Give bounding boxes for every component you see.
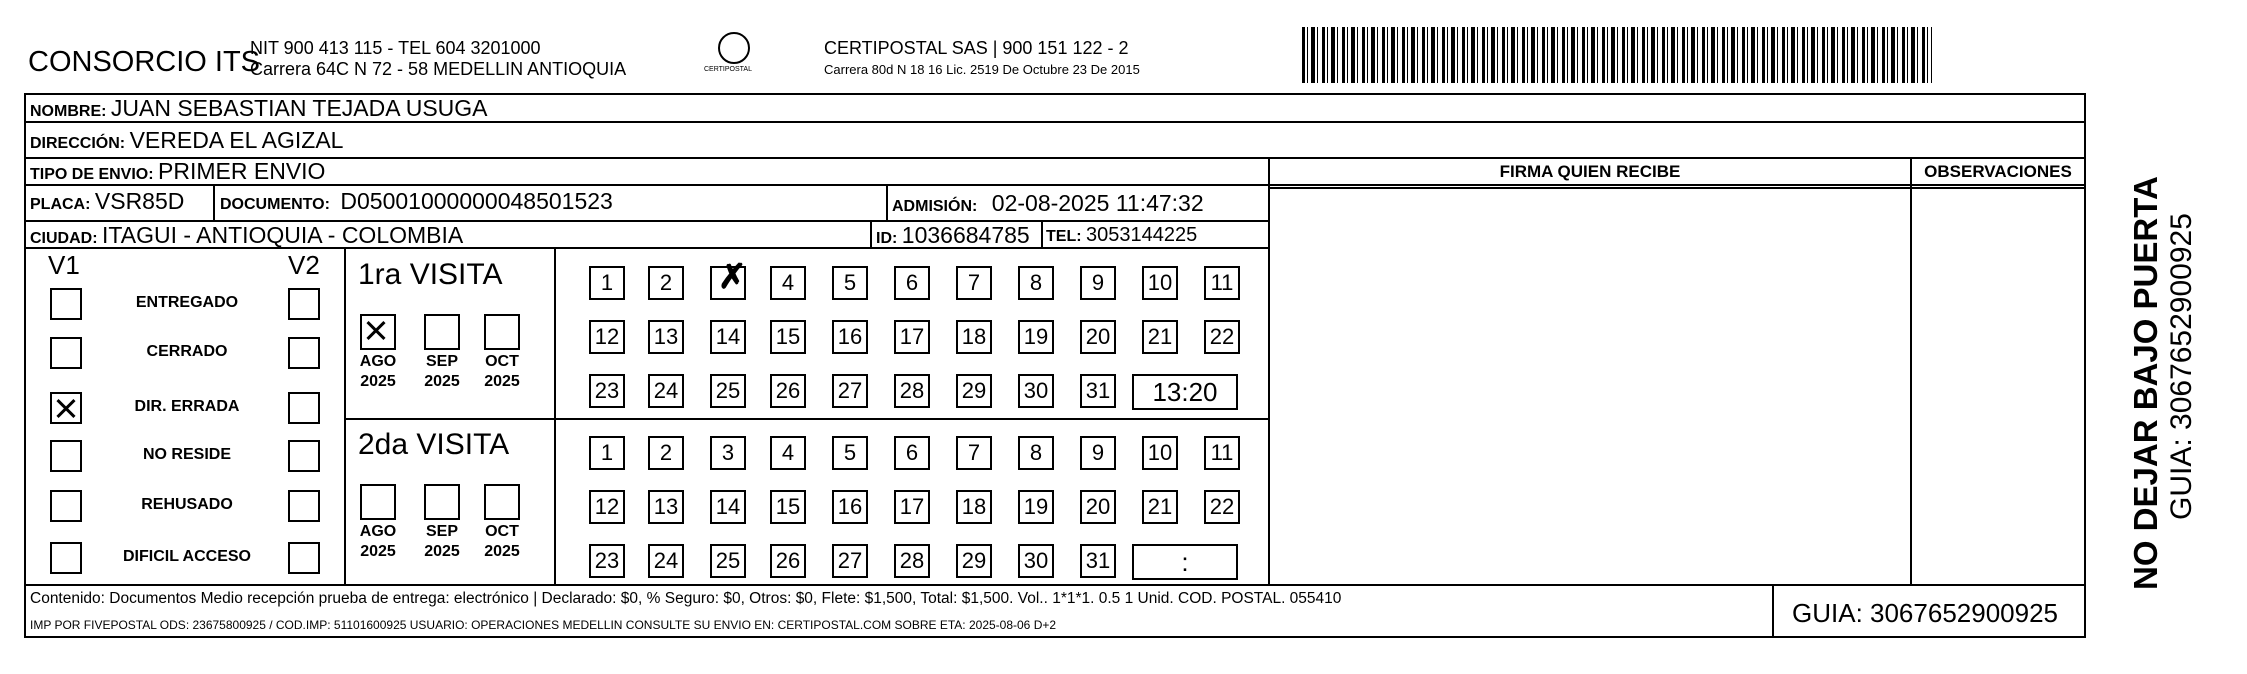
admission-date: 02-08-2025 11:47:32 bbox=[991, 190, 1204, 216]
status-option-label: DIR. ERRADA bbox=[134, 398, 240, 415]
month-name: OCT bbox=[485, 523, 519, 540]
day-box[interactable]: 14 bbox=[710, 320, 746, 354]
day-box[interactable]: 1 bbox=[589, 266, 625, 300]
v1-checkbox[interactable] bbox=[50, 392, 82, 424]
footer-guia: GUIA: 3067652900925 bbox=[1792, 598, 2058, 628]
city-label: CIUDAD: bbox=[30, 230, 98, 247]
day-box[interactable]: 24 bbox=[648, 374, 684, 408]
month-label bbox=[417, 352, 467, 392]
month-year: 2025 bbox=[360, 543, 396, 560]
company-info bbox=[250, 38, 626, 80]
month-checkbox[interactable] bbox=[360, 314, 396, 350]
logo-text: CERTIPOSTAL bbox=[704, 66, 752, 73]
day-box[interactable]: 23 bbox=[589, 374, 625, 408]
day-box[interactable]: 10 bbox=[1142, 436, 1178, 470]
day-box[interactable]: 23 bbox=[589, 544, 625, 578]
day-box[interactable]: 28 bbox=[894, 544, 930, 578]
day-box[interactable]: 26 bbox=[770, 374, 806, 408]
observations-area[interactable] bbox=[1914, 190, 2082, 582]
send-type: PRIMER ENVIO bbox=[158, 158, 326, 184]
day-box[interactable]: 7 bbox=[956, 266, 992, 300]
month-year: 2025 bbox=[484, 373, 520, 390]
day-box[interactable]: 19 bbox=[1018, 320, 1054, 354]
city-row bbox=[30, 222, 463, 249]
day-box[interactable]: 16 bbox=[832, 320, 868, 354]
month-label bbox=[353, 352, 403, 392]
name-label: NOMBRE: bbox=[30, 103, 107, 120]
day-box[interactable]: 8 bbox=[1018, 266, 1054, 300]
send-type-label: TIPO DE ENVIO: bbox=[30, 166, 154, 183]
month-checkbox[interactable] bbox=[424, 484, 460, 520]
month-year: 2025 bbox=[424, 373, 460, 390]
courier-name: CERTIPOSTAL SAS | 900 151 122 - 2 bbox=[824, 38, 1129, 58]
barcode bbox=[1302, 27, 1932, 83]
status-option-label: ENTREGADO bbox=[135, 294, 239, 311]
v1-checkbox[interactable] bbox=[50, 440, 82, 472]
month-year: 2025 bbox=[484, 543, 520, 560]
v1-checkbox[interactable] bbox=[50, 542, 82, 574]
visit-title: 2da VISITA bbox=[358, 428, 510, 461]
v2-checkbox[interactable] bbox=[288, 440, 320, 472]
month-name: AGO bbox=[359, 353, 397, 370]
company-nit: NIT 900 413 115 - TEL 604 3201000 bbox=[250, 38, 541, 58]
day-box[interactable]: 21 bbox=[1142, 490, 1178, 524]
plate: VSR85D bbox=[94, 188, 185, 214]
day-box[interactable]: 9 bbox=[1080, 436, 1116, 470]
day-box[interactable]: 26 bbox=[770, 544, 806, 578]
side-warning: NO DEJAR BAJO PUERTA bbox=[2127, 176, 2164, 590]
day-box[interactable]: 12 bbox=[589, 490, 625, 524]
time-box[interactable]: : bbox=[1132, 544, 1238, 580]
address-row bbox=[30, 127, 343, 154]
month-year: 2025 bbox=[360, 373, 396, 390]
day-box[interactable]: 31 bbox=[1080, 374, 1116, 408]
v2-checkbox[interactable] bbox=[288, 490, 320, 522]
v1-checkbox[interactable] bbox=[50, 288, 82, 320]
day-box[interactable]: 2 bbox=[648, 266, 684, 300]
month-name: SEP bbox=[425, 523, 458, 540]
day-box[interactable]: 17 bbox=[894, 320, 930, 354]
day-box[interactable]: 2 bbox=[648, 436, 684, 470]
day-box[interactable]: 21 bbox=[1142, 320, 1178, 354]
month-checkbox[interactable] bbox=[424, 314, 460, 350]
day-box[interactable]: 14 bbox=[710, 490, 746, 524]
month-name: OCT bbox=[485, 353, 519, 370]
day-box[interactable]: 13 bbox=[648, 320, 684, 354]
month-checkbox[interactable] bbox=[484, 314, 520, 350]
day-box[interactable]: 18 bbox=[956, 490, 992, 524]
day-box[interactable]: 25 bbox=[710, 544, 746, 578]
status-option-label: REHUSADO bbox=[141, 496, 233, 513]
plate-row bbox=[30, 188, 184, 215]
certipostal-logo-icon bbox=[718, 32, 750, 64]
day-box[interactable]: 12 bbox=[589, 320, 625, 354]
plate-label: PLACA: bbox=[30, 196, 91, 213]
tel-number: 3053144225 bbox=[1086, 224, 1198, 246]
day-box[interactable]: 4 bbox=[770, 436, 806, 470]
v1-checkbox[interactable] bbox=[50, 337, 82, 369]
footer-content: Contenido: Documentos Medio recepción prueba de entrega: electrónico | Declarado: $0, % Seguro: $0, Otros: $0, Flete: $1,500, Total: $1,500. Vol.. 1*1*1. 0.5 1 Unid. COD. POSTAL. 055410 bbox=[30, 590, 1342, 607]
id-row bbox=[876, 222, 1030, 249]
day-box[interactable]: 5 bbox=[832, 436, 868, 470]
day-box[interactable]: 9 bbox=[1080, 266, 1116, 300]
month-checkbox[interactable] bbox=[360, 484, 396, 520]
day-box[interactable]: 16 bbox=[832, 490, 868, 524]
recipient-address: VEREDA EL AGIZAL bbox=[129, 127, 344, 153]
v1-checkbox[interactable] bbox=[50, 490, 82, 522]
status-option-label: DIFICIL ACCESO bbox=[122, 548, 251, 565]
day-box[interactable]: 28 bbox=[894, 374, 930, 408]
day-box[interactable]: 3 bbox=[710, 436, 746, 470]
day-box[interactable]: 22 bbox=[1204, 320, 1240, 354]
document-row bbox=[220, 188, 613, 215]
time-box[interactable]: 13:20 bbox=[1132, 374, 1238, 410]
day-box[interactable]: 6 bbox=[894, 266, 930, 300]
courier-address: Carrera 80d N 18 16 Lic. 2519 De Octubre 23 De 2015 bbox=[824, 62, 1140, 77]
month-year: 2025 bbox=[424, 543, 460, 560]
day-box[interactable]: 30 bbox=[1018, 374, 1054, 408]
day-box[interactable]: 15 bbox=[770, 320, 806, 354]
observations-header: OBSERVACIONES bbox=[1924, 162, 2072, 181]
id-number: 1036684785 bbox=[901, 222, 1030, 248]
day-box[interactable]: 30 bbox=[1018, 544, 1054, 578]
status-option-label: CERRADO bbox=[146, 343, 228, 360]
day-box[interactable]: 6 bbox=[894, 436, 930, 470]
day-box[interactable]: 1 bbox=[589, 436, 625, 470]
v2-checkbox[interactable] bbox=[288, 288, 320, 320]
admission-row bbox=[892, 190, 1204, 217]
day-box[interactable]: 11 bbox=[1204, 436, 1240, 470]
v2-header: V2 bbox=[288, 250, 320, 280]
send-type-row bbox=[30, 158, 325, 185]
recipient-name: JUAN SEBASTIAN TEJADA USUGA bbox=[110, 95, 488, 121]
side-guia: GUIA: 3067652900925 bbox=[2165, 213, 2198, 520]
address-label: DIRECCIÓN: bbox=[30, 135, 126, 152]
v2-checkbox[interactable] bbox=[288, 337, 320, 369]
month-label bbox=[353, 522, 403, 562]
signature-area[interactable] bbox=[1272, 190, 1908, 582]
day-box[interactable]: 4 bbox=[770, 266, 806, 300]
month-label bbox=[417, 522, 467, 562]
status-option-label: NO RESIDE bbox=[142, 446, 231, 463]
day-box[interactable]: 5 bbox=[832, 266, 868, 300]
name-row bbox=[30, 95, 488, 122]
day-box[interactable]: 17 bbox=[894, 490, 930, 524]
month-checkbox[interactable] bbox=[484, 484, 520, 520]
day-box[interactable]: 13 bbox=[648, 490, 684, 524]
company-name: CONSORCIO ITS bbox=[28, 46, 261, 78]
day-box[interactable]: 31 bbox=[1080, 544, 1116, 578]
day-box[interactable] bbox=[710, 266, 746, 300]
id-label: ID: bbox=[876, 230, 898, 247]
day-box[interactable]: 8 bbox=[1018, 436, 1054, 470]
month-name: AGO bbox=[359, 523, 397, 540]
document-number: D05001000000048501523 bbox=[340, 188, 613, 214]
day-box[interactable]: 7 bbox=[956, 436, 992, 470]
day-box[interactable]: 15 bbox=[770, 490, 806, 524]
visit-title: 1ra VISITA bbox=[358, 258, 503, 291]
day-box[interactable]: 27 bbox=[832, 544, 868, 578]
v1-header: V1 bbox=[48, 250, 80, 280]
courier-info bbox=[824, 38, 1140, 80]
signature-header: FIRMA QUIEN RECIBE bbox=[1499, 162, 1681, 181]
day-box[interactable]: 29 bbox=[956, 374, 992, 408]
day-box[interactable]: 20 bbox=[1080, 490, 1116, 524]
v2-checkbox[interactable] bbox=[288, 542, 320, 574]
day-box[interactable]: 22 bbox=[1204, 490, 1240, 524]
day-box[interactable]: 24 bbox=[648, 544, 684, 578]
tel-label: TEL: bbox=[1046, 228, 1082, 245]
day-box[interactable]: 20 bbox=[1080, 320, 1116, 354]
day-box[interactable]: 18 bbox=[956, 320, 992, 354]
day-box[interactable]: 29 bbox=[956, 544, 992, 578]
footer-print-info: IMP POR FIVEPOSTAL ODS: 23675800925 / COD.IMP: 51101600925 USUARIO: OPERACIONES MEDELLIN CONSULTE SU ENVIO EN: CERTIPOSTAL.COM SOBRE ETA: 2025-08-06 D+2 bbox=[30, 618, 1057, 632]
day-box[interactable]: 10 bbox=[1142, 266, 1178, 300]
day-box[interactable]: 11 bbox=[1204, 266, 1240, 300]
day-box[interactable]: 27 bbox=[832, 374, 868, 408]
month-label bbox=[477, 352, 527, 392]
month-name: SEP bbox=[425, 353, 458, 370]
v2-checkbox[interactable] bbox=[288, 392, 320, 424]
document-label: DOCUMENTO: bbox=[220, 196, 330, 213]
company-address: Carrera 64C N 72 - 58 MEDELLIN ANTIOQUIA bbox=[250, 59, 627, 79]
day-box[interactable]: 19 bbox=[1018, 490, 1054, 524]
city: ITAGUI - ANTIOQUIA - COLOMBIA bbox=[102, 222, 464, 248]
tel-row bbox=[1046, 224, 1197, 247]
admission-label: ADMISIÓN: bbox=[892, 198, 978, 215]
month-label bbox=[477, 522, 527, 562]
day-box[interactable]: 25 bbox=[710, 374, 746, 408]
